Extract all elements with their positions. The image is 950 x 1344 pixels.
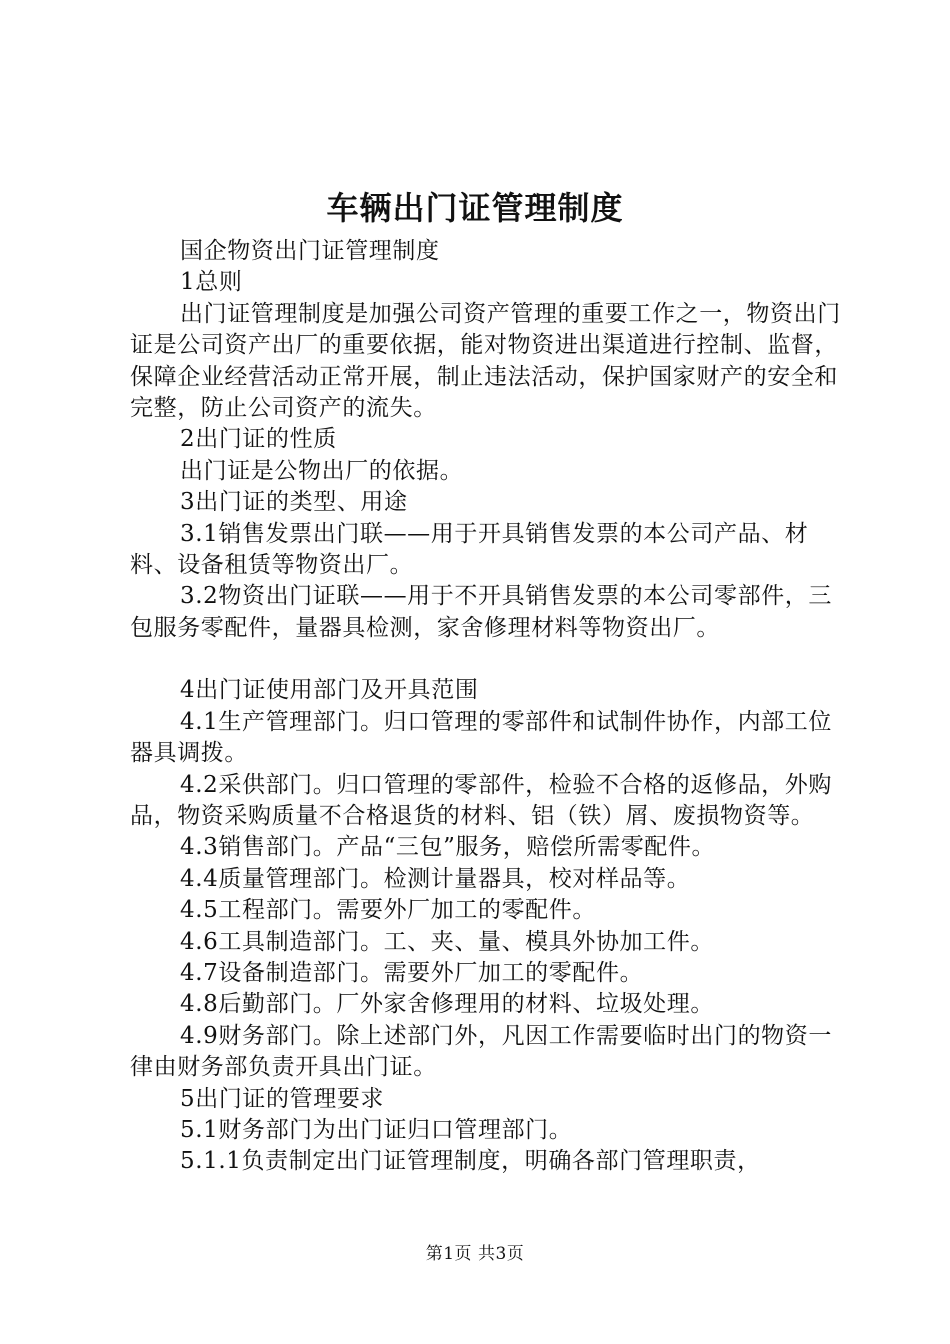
paragraph-item-4-2: 4.2采供部门。归口管理的零部件，检验不合格的返修品，外购品，物资采购质量不合格退货的材料、铝（铁）屑、废损物资等。 xyxy=(130,771,832,829)
paragraph-item-5-1-1: 5.1.1负责制定出门证管理制度，明确各部门管理职责， xyxy=(180,1148,761,1175)
paragraph-item-4-1: 4.1生产管理部门。归口管理的零部件和试制件协作，内部工位器具调拨。 xyxy=(130,708,832,767)
paragraph-item-4-3: 4.3销售部门。产品“三包”服务，赔偿所需零配件。 xyxy=(180,834,716,861)
paragraph-section-2-heading: 2出门证的性质 xyxy=(180,426,337,453)
paragraph-section-1-heading: 1总则 xyxy=(180,269,243,296)
paragraph-subtitle: 国企物资出门证管理制度 xyxy=(180,238,440,264)
paragraph-item-5-1: 5.1财务部门为出门证归口管理部门。 xyxy=(180,1116,573,1143)
paragraph-item-4-5: 4.5工程部门。需要外厂加工的零配件。 xyxy=(180,897,596,924)
page-number: 第1页 共3页 xyxy=(425,1244,525,1264)
document-title: 车辆出门证管理制度 xyxy=(326,189,624,227)
paragraph-item-4-8: 4.8后勤部门。厂外家舍修理用的材料、垃圾处理。 xyxy=(180,991,714,1018)
paragraph-section-1-text: 出门证管理制度是加强公司资产管理的重要工作之一，物资出门证是公司资产出厂的重要依据，能对物资进出渠道进行控制、监督，保障企业经营活动正常开展，制止违法活动，保护国家财产的安全和完整，防止公司资产的流失。 xyxy=(130,300,841,422)
paragraph-section-3-heading: 3出门证的类型、用途 xyxy=(180,489,408,516)
paragraph-section-5-heading: 5出门证的管理要求 xyxy=(180,1085,385,1112)
paragraph-item-3-1: 3.1销售发票出门联——用于开具销售发票的本公司产品、材料、设备租赁等物资出厂。 xyxy=(130,520,809,579)
paragraph-section-2-text: 出门证是公物出厂的依据。 xyxy=(180,457,464,484)
paragraph-item-4-7: 4.7设备制造部门。需要外厂加工的零配件。 xyxy=(180,959,644,986)
paragraph-item-4-9: 4.9财务部门。除上述部门外，凡因工作需要临时出门的物资一律由财务部负责开具出门证。 xyxy=(130,1022,832,1081)
paragraph-item-4-6: 4.6工具制造部门。工、夹、量、模具外协加工件。 xyxy=(180,928,714,955)
paragraph-item-4-4: 4.4质量管理部门。检测计量器具，校对样品等。 xyxy=(180,865,691,892)
paragraph-section-4-heading: 4出门证使用部门及开具范围 xyxy=(180,677,479,704)
document-body xyxy=(130,236,848,1178)
paragraph-item-3-2: 3.2物资出门证联——用于不开具销售发票的本公司零部件，三包服务零配件，量器具检测，家舍修理材料等物资出厂。 xyxy=(130,583,832,641)
